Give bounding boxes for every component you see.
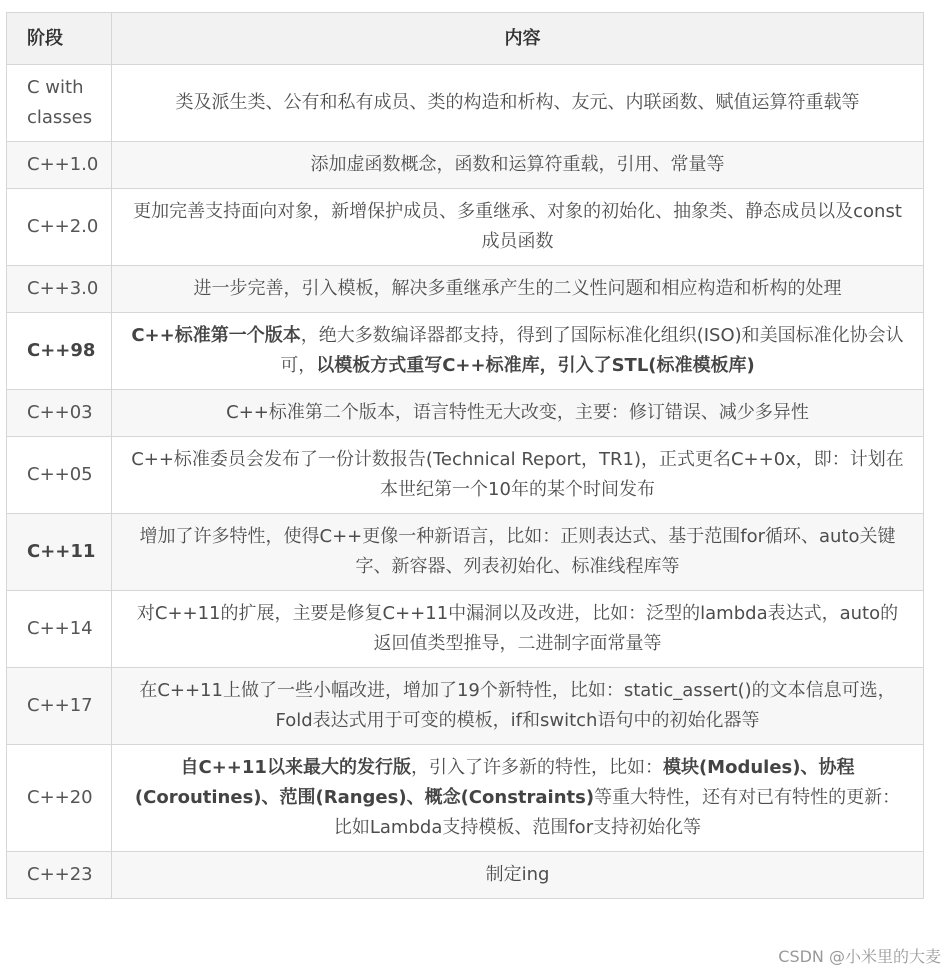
content-text: ，引入了许多新的特性，比如： xyxy=(410,757,663,778)
content-text: 更加完善支持面向对象，新增保护成员、多重继承、对象的初始化、抽象类、静态成员以及const成员函数 xyxy=(133,201,902,252)
header-content: 内容 xyxy=(112,13,924,65)
content-text-bold: C++标准第一个版本 xyxy=(131,325,301,346)
table-header xyxy=(7,13,924,65)
table-row xyxy=(7,437,924,514)
content-text: 对C++11的扩展，主要是修复C++11中漏洞以及改进，比如：泛型的lambda表达式，auto的返回值类型推导，二进制字面常量等 xyxy=(136,603,899,654)
stage-cell: C++98 xyxy=(7,313,112,390)
table-row xyxy=(7,591,924,668)
content-text: 等重大特性，还有对已有特性的更新：比如Lambda支持模板、范围for支持初始化等 xyxy=(333,787,901,838)
content-text: 在C++11上做了一些小幅改进，增加了19个新特性，比如：static_assert()的文本信息可选，Fold表达式用于可变的模板，if和switch语句中的初始化器等 xyxy=(139,680,896,731)
content-text: C++标准委员会发布了一份计数报告(Technical Report，TR1)，正式更名C++0x，即：计划在本世纪第一个10年的某个时间发布 xyxy=(131,449,904,500)
content-text: 制定ing xyxy=(485,864,550,885)
table-row xyxy=(7,266,924,313)
content-text: ，绝大多数编译器都支持，得到了国际标准化组织(ISO)和美国标准化协会认可， xyxy=(280,325,904,376)
table-row xyxy=(7,65,924,142)
content-text: 添加虚函数概念，函数和运算符重载，引用、常量等 xyxy=(310,154,725,175)
table-row xyxy=(7,189,924,266)
watermark: CSDN @小米里的大麦 xyxy=(778,947,941,966)
content-cell xyxy=(112,591,924,668)
content-text-bold: 以模板方式重写C++标准库，引入了STL(标准模板库) xyxy=(316,355,755,376)
table-row xyxy=(7,668,924,745)
stage-cell: C++2.0 xyxy=(7,189,112,266)
content-cell xyxy=(112,266,924,313)
table-row xyxy=(7,745,924,852)
stage-cell: C++1.0 xyxy=(7,142,112,189)
stage-cell: C++20 xyxy=(7,745,112,852)
cpp-history-table xyxy=(6,12,924,899)
content-cell xyxy=(112,745,924,852)
table-row xyxy=(7,390,924,437)
table-row xyxy=(7,142,924,189)
stage-cell: C++05 xyxy=(7,437,112,514)
header-row xyxy=(7,13,924,65)
stage-cell: C++14 xyxy=(7,591,112,668)
cpp-history-table-container xyxy=(6,12,923,899)
stage-cell: C++17 xyxy=(7,668,112,745)
content-text: C++标准第二个版本，语言特性无大改变，主要：修订错误、减少多异性 xyxy=(226,402,809,423)
stage-cell: C++3.0 xyxy=(7,266,112,313)
content-cell xyxy=(112,668,924,745)
table-row xyxy=(7,852,924,899)
table-row xyxy=(7,313,924,390)
table-body xyxy=(7,65,924,899)
content-text-bold: 自C++11以来最大的发行版 xyxy=(180,757,411,778)
content-cell xyxy=(112,514,924,591)
stage-cell: C++23 xyxy=(7,852,112,899)
stage-cell: C++03 xyxy=(7,390,112,437)
content-text: 进一步完善，引入模板，解决多重继承产生的二义性问题和相应构造和析构的处理 xyxy=(193,278,842,299)
content-cell xyxy=(112,65,924,142)
content-text: 类及派生类、公有和私有成员、类的构造和析构、友元、内联函数、赋值运算符重载等 xyxy=(175,92,860,113)
stage-cell: C with classes xyxy=(7,65,112,142)
content-text: 增加了许多特性，使得C++更像一种新语言，比如：正则表达式、基于范围for循环、auto关键字、新容器、列表初始化、标准线程库等 xyxy=(139,526,896,577)
content-cell xyxy=(112,313,924,390)
stage-cell: C++11 xyxy=(7,514,112,591)
content-cell xyxy=(112,390,924,437)
content-cell xyxy=(112,437,924,514)
header-stage: 阶段 xyxy=(7,13,112,65)
content-cell xyxy=(112,852,924,899)
table-row xyxy=(7,514,924,591)
content-cell xyxy=(112,189,924,266)
content-text-bold: 模块(Modules)、协程(Coroutines)、范围(Ranges)、概念(Constraints) xyxy=(134,757,855,808)
content-cell xyxy=(112,142,924,189)
